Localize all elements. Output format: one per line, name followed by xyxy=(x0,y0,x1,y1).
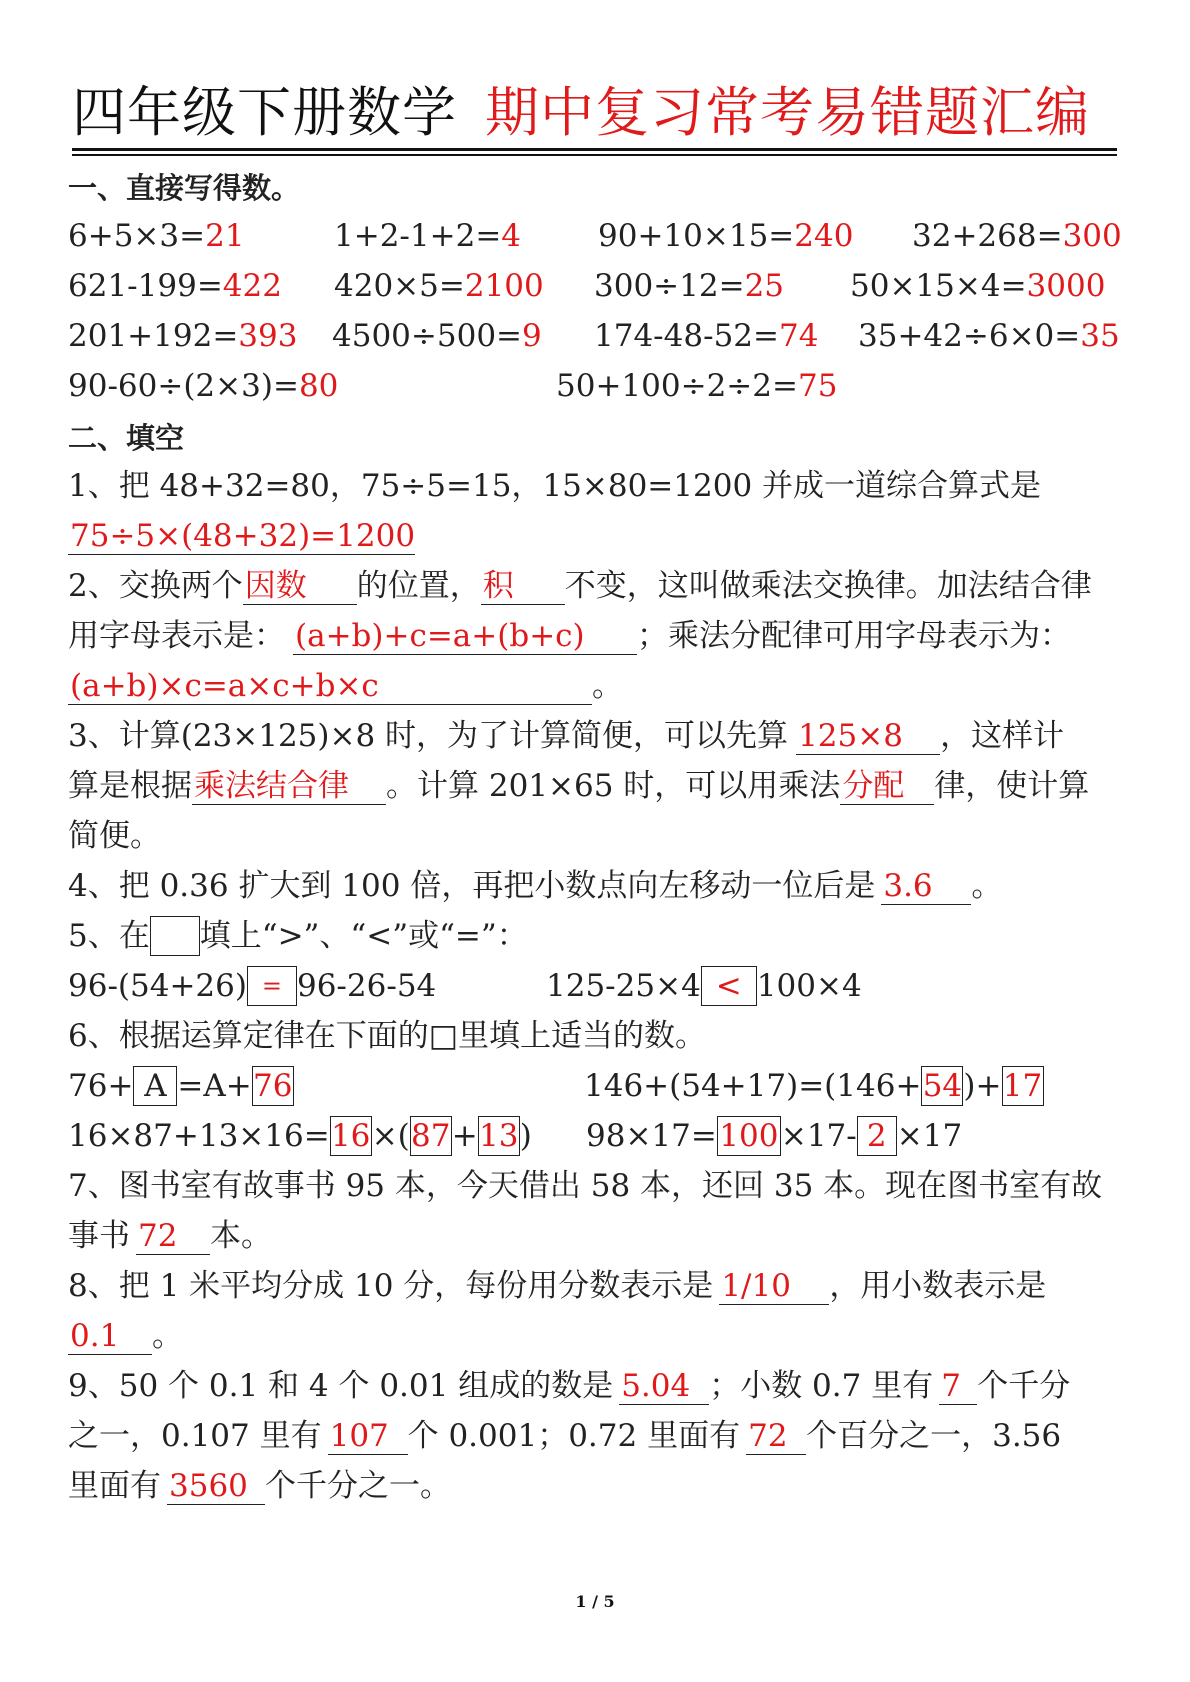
q6-item-distributive: 16×87+13×16=16×(87+13) xyxy=(68,1117,532,1154)
q5-line-1: 5、在 填上“>”、“<”或“=”： xyxy=(68,916,528,958)
calc-item: 1+2-1+2=4 xyxy=(334,218,522,254)
q6-box: A xyxy=(133,1066,177,1106)
q3-line-3: 简便。 xyxy=(68,818,161,854)
q9-line-2: 之一，0.107 里有 107 个 0.001；0.72 里面有 72 个百分之一，3.56 xyxy=(68,1418,1062,1454)
q9-answer-number: 5.04 xyxy=(619,1368,709,1405)
q9-answer-hundredths: 72 xyxy=(746,1418,806,1455)
q7-line-2: 事书 72 本。 xyxy=(68,1218,272,1254)
q5-line-2 xyxy=(0,966,1190,1006)
q3-answer-distrib: 分配 xyxy=(840,768,934,805)
q4-answer: 3.6 xyxy=(881,868,971,905)
q2-line-3: (a+b)×c=a×c+b×c 。 xyxy=(70,668,623,704)
q1-answer-line xyxy=(68,516,415,556)
q2-answer-assoc: (a+b)+c=a+(b+c) xyxy=(293,618,637,655)
q6-item-simplify: 98×17=100×17- 2 ×17 xyxy=(586,1117,963,1154)
title-grade: 四年级下册数学 xyxy=(72,81,457,144)
q4-line: 4、把 0.36 扩大到 100 倍，再把小数点向左移动一位后是 3.6 。 xyxy=(68,868,1003,904)
calc-item: 4500÷500=9 xyxy=(332,318,542,354)
q2-answer-product: 积 xyxy=(481,568,565,605)
q6-box: 87 xyxy=(411,1117,451,1154)
q6-text: 6、根据运算定律在下面的□里填上适当的数。 xyxy=(68,1018,707,1054)
q6-box: 76 xyxy=(253,1067,293,1104)
calc-item: 420×5=2100 xyxy=(334,268,544,304)
q6-box: 16 xyxy=(330,1117,371,1154)
q8-answer-fraction: 1/10 xyxy=(719,1268,829,1305)
q2-line-2: 用字母表示是： (a+b)+c=a+(b+c) ；乘法分配律可用字母表示为： xyxy=(68,618,1071,654)
q3-answer-law: 乘法结合律 xyxy=(192,768,386,805)
q9-answer-thousandths-count: 3560 xyxy=(167,1468,265,1505)
q6-box: 54 xyxy=(922,1067,963,1104)
calc-row-3 xyxy=(0,316,1190,356)
q2-answer-distrib: (a+b)×c=a×c+b×c xyxy=(68,668,592,705)
q8-line-1: 8、把 1 米平均分成 10 分，每份用分数表示是 1/10 ，用小数表示是 xyxy=(68,1268,1047,1304)
calc-item: 90+10×15=240 xyxy=(598,218,854,254)
q1-text: 1、把 48+32=80，75÷5=15，15×80=1200 并成一道综合算式是 xyxy=(68,468,1042,504)
q6-item-associative: 146+(54+17)=(146+54)+17 xyxy=(584,1067,1043,1104)
q1-answer: 75÷5×(48+32)=1200 xyxy=(70,518,416,554)
calc-item: 174-48-52=74 xyxy=(594,318,819,354)
q2-line-1: 2、交换两个因数 的位置，积 不变，这叫做乘法交换律。加法结合律 xyxy=(68,568,1092,604)
calc-item: 300÷12=25 xyxy=(594,268,785,304)
q9-line-1: 9、50 个 0.1 和 4 个 0.01 组成的数是 5.04 ；小数 0.7 里有 7 个千分 xyxy=(68,1368,1071,1404)
q5-compare-1: 96-(54+26) = 96-26-54 xyxy=(68,966,436,1008)
q5-empty-box xyxy=(150,916,200,956)
calc-row-1 xyxy=(0,216,1190,256)
q7-answer: 72 xyxy=(136,1218,210,1255)
calc-row-4 xyxy=(0,366,1190,406)
q6-box: 2 xyxy=(857,1116,897,1156)
calc-item: 201+192=393 xyxy=(68,318,298,354)
q6-box: 13 xyxy=(479,1117,519,1154)
q8-line-2: 0.1 。 xyxy=(70,1318,183,1354)
calc-item: 90-60÷(2×3)=80 xyxy=(68,368,339,404)
calc-item: 50+100÷2÷2=75 xyxy=(556,368,838,404)
q6-box: 17 xyxy=(1002,1067,1043,1104)
calc-item: 32+268=300 xyxy=(912,218,1122,254)
q8-answer-decimal: 0.1 xyxy=(68,1318,152,1355)
q3-line-2: 算是根据乘法结合律 。计算 201×65 时，可以用乘法分配 律，使计算 xyxy=(68,768,1090,804)
q9-answer-count: 107 xyxy=(328,1418,408,1455)
q6-box: 100 xyxy=(717,1116,781,1156)
q6-item-commutative: 76+ A =A+76 xyxy=(68,1067,293,1104)
q5-answer-box: < xyxy=(701,966,757,1006)
section2-heading: 二、填空 xyxy=(68,421,185,455)
calc-item: 6+5×3=21 xyxy=(68,218,245,254)
calc-item: 35+42÷6×0=35 xyxy=(858,318,1120,354)
page-number: 1 / 5 xyxy=(575,1592,615,1611)
calc-row-2 xyxy=(0,266,1190,306)
q9-answer-thousandths: 7 xyxy=(939,1368,977,1405)
q2-answer-factor: 因数 xyxy=(243,568,357,605)
q7-line-1: 7、图书室有故事书 95 本，今天借出 58 本，还回 35 本。现在图书室有故 xyxy=(68,1168,1103,1204)
q6-row-2 xyxy=(0,1116,1190,1156)
q6-row-1 xyxy=(0,1066,1190,1106)
page-title xyxy=(72,80,1117,151)
q5-compare-2: 125-25×4 < 100×4 xyxy=(546,967,862,1004)
section1-heading: 一、直接写得数。 xyxy=(68,171,301,205)
q9-line-3: 里面有 3560 个千分之一。 xyxy=(68,1468,451,1504)
calc-item: 621-199=422 xyxy=(68,268,282,304)
q3-line-1: 3、计算(23×125)×8 时，为了计算简便，可以先算 125×8 ，这样计 xyxy=(68,718,1065,754)
calc-item: 50×15×4=3000 xyxy=(850,268,1106,304)
q3-answer-first: 125×8 xyxy=(796,718,940,755)
title-topic: 期中复习常考易错题汇编 xyxy=(485,81,1090,144)
q5-answer-box: = xyxy=(247,966,297,1006)
